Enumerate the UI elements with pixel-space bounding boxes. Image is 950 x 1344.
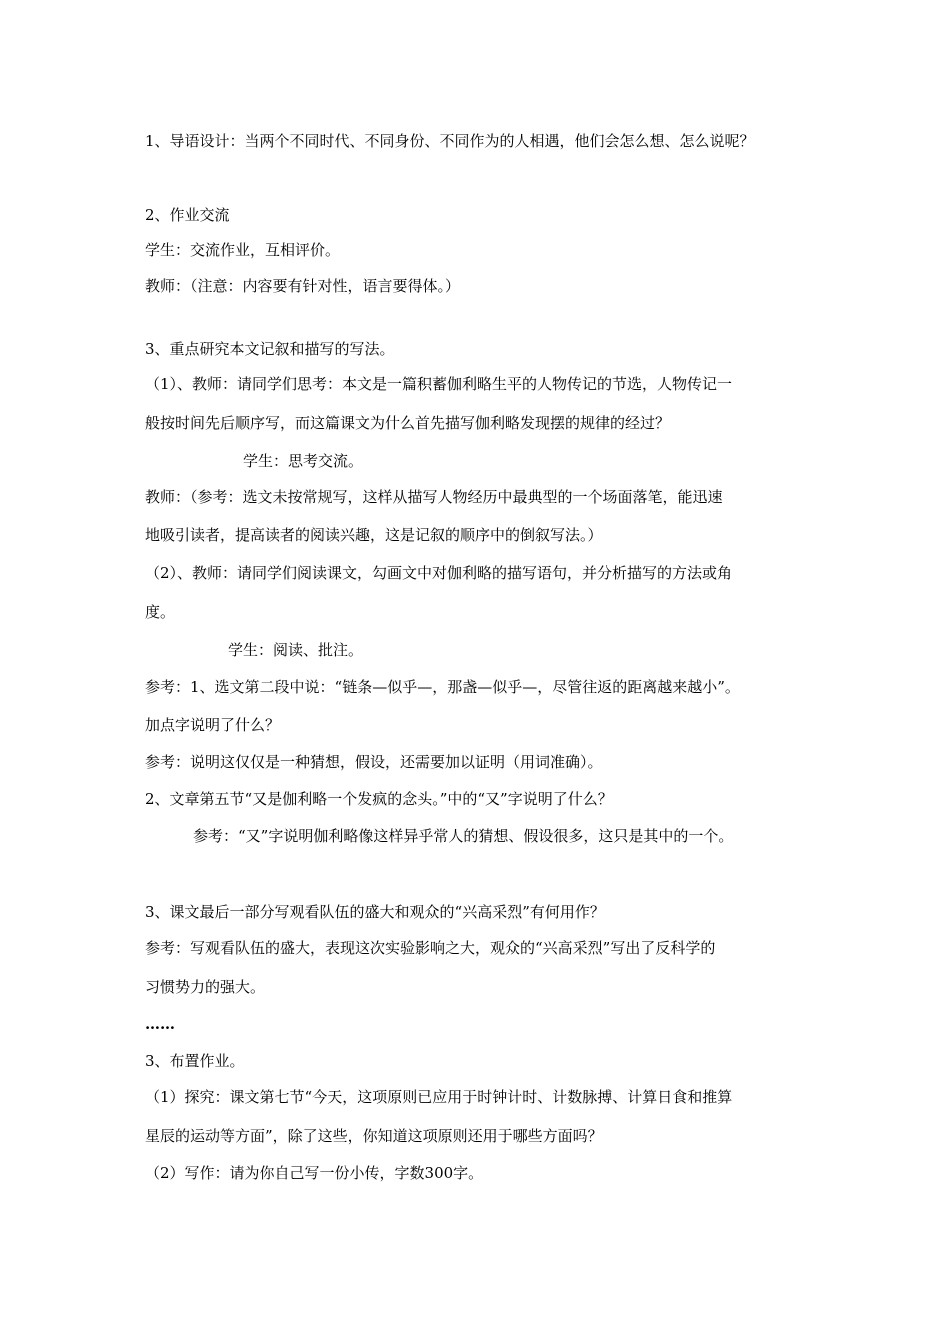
assign-homework-heading: 3、布置作业。 [145, 1052, 245, 1070]
question-two-line-1: （2）、教师：请同学们阅读课文，勾画文中对伽利略的描写语句，并分析描写的方法或角 [145, 564, 733, 582]
question-one-line-2: 般按时间先后顺序写，而这篇课文为什么首先描写伽利略发现摆的规律的经过？ [145, 414, 671, 432]
reference-two-question: 2、文章第五节“又是伽利略一个发疯的念头。”中的“又”字说明了什么？ [145, 790, 613, 808]
explore-task-line-1: （1）探究：课文第七节“今天，这项原则已应用于时钟计时、计数脉搏、计算日食和推算 [145, 1088, 733, 1106]
question-one-line-1: （1）、教师：请同学们思考：本文是一篇积蓄伽利略生平的人物传记的节选，人物传记一 [145, 375, 733, 393]
teacher-reference-line-1: 教师：（参考：选文未按常规写，这样从描写人物经历中最典型的一个场面落笔，能迅速 [145, 488, 723, 506]
student-think-line: 学生：思考交流。 [243, 452, 364, 470]
focus-study-heading: 3、重点研究本文记叙和描写的写法。 [145, 340, 395, 358]
reference-two-answer: 参考：“又”字说明伽利略像这样异乎常人的猜想、假设很多，这只是其中的一个。 [193, 827, 734, 845]
teacher-reference-line-2: 地吸引读者，提高读者的阅读兴趣，这是记叙的顺序中的倒叙写法。） [145, 526, 603, 544]
explore-task-line-2: 星辰的运动等方面”，除了这些，你知道这项原则还用于哪些方面吗？ [145, 1127, 603, 1145]
reference-one-line-1: 参考：1、选文第二段中说：“链条—似乎—，那盏—似乎—，尽管往返的距离越来越小”。 [145, 678, 740, 696]
reference-three-answer-1: 参考：写观看队伍的盛大，表现这次实验影响之大，观众的“兴高采烈”写出了反科学的 [145, 939, 716, 957]
reference-one-answer: 参考：说明这仅仅是一种猜想，假设，还需要加以证明（用词准确）。 [145, 753, 603, 771]
reference-one-line-2: 加点字说明了什么？ [145, 716, 281, 734]
reference-three-question: 3、课文最后一部分写观看队伍的盛大和观众的“兴高采烈”有何用作？ [145, 903, 605, 921]
question-two-line-2: 度。 [145, 603, 176, 621]
reference-three-answer-2: 习惯势力的强大。 [145, 978, 266, 996]
student-read-line: 学生：阅读、批注。 [228, 641, 364, 659]
intro-design-line: 1、导语设计：当两个不同时代、不同身份、不同作为的人相遇，他们会怎么想、怎么说呢？ [145, 132, 755, 150]
writing-task-line: （2）写作：请为你自己写一份小传，字数300字。 [145, 1164, 484, 1182]
teacher-note-line: 教师：（注意：内容要有针对性，语言要得体。） [145, 277, 461, 295]
homework-exchange-heading: 2、作业交流 [145, 206, 230, 224]
ellipsis-line: …… [145, 1015, 175, 1033]
student-exchange-line: 学生：交流作业，互相评价。 [145, 241, 341, 259]
